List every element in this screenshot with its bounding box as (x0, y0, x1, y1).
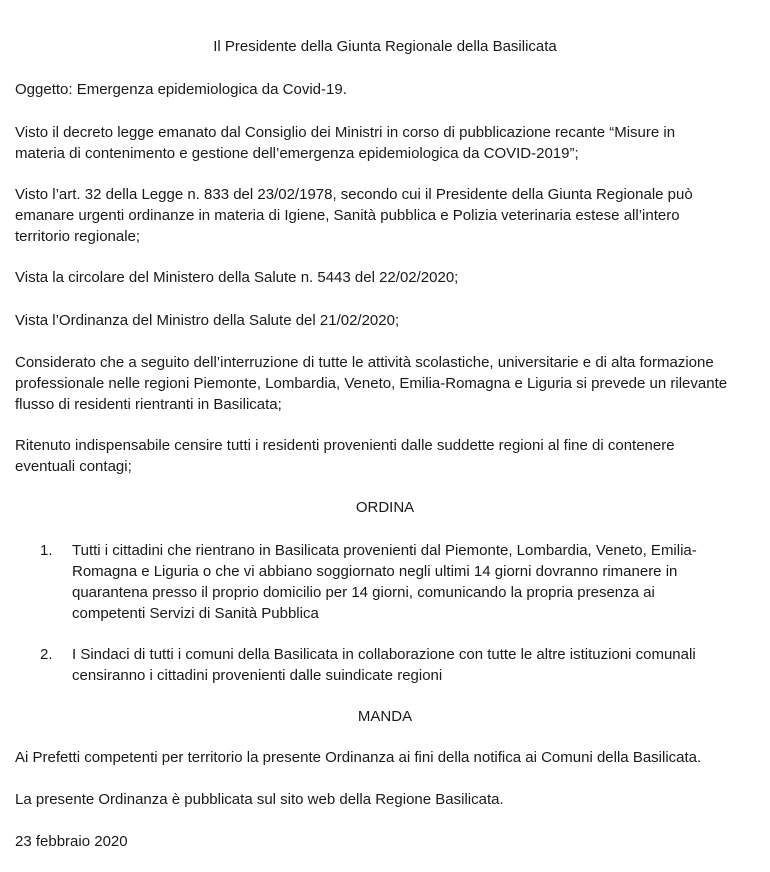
premise-circolare (15, 267, 760, 288)
ordina-item-line: censiranno i cittadini provenienti dalle suindicate regioni (72, 667, 443, 684)
premise-line: flusso di residenti rientranti in Basilicata; (15, 396, 282, 413)
premise-line: Visto il decreto legge emanato dal Consiglio dei Ministri in corso di pubblicazione recante “Misure in (15, 124, 676, 141)
premise-line: materia di contenimento e gestione dell’emergenza epidemiologica da COVID-2019”; (15, 145, 579, 162)
ordina-item-line: I Sindaci di tutti i comuni della Basilicata in collaborazione con tutte le altre istituzioni comunali (72, 646, 696, 663)
ordina-item-line: Tutti i cittadini che rientrano in Basilicata provenienti dal Piemonte, Lombardia, Veneto, Emilia- (72, 542, 697, 559)
ordina-item-line: Romagna e Liguria o che vi abbiano soggiornato negli ultimi 14 giorni dovranno rimanere in (72, 563, 678, 580)
premise-line: Considerato che a seguito dell’interruzione di tutte le attività scolastiche, universitarie e di alta formazione (15, 354, 714, 371)
premise-line: emanare urgenti ordinanze in materia di Igiene, Sanità pubblica e Polizia veterinaria estese all’intero (15, 207, 680, 224)
ordina-item-number: 1. (40, 542, 53, 559)
ordina-item-text (72, 540, 752, 624)
premise-ritenuto (15, 435, 760, 477)
ordina-heading: ORDINA (355, 499, 415, 516)
premise-line: territorio regionale; (15, 228, 141, 245)
premise-line: professionale nelle regioni Piemonte, Lombardia, Veneto, Emilia-Romagna e Liguria si prevede un rilevante (15, 375, 728, 392)
ordina-item-line: quarantena presso il proprio domicilio per 14 giorni, comunicando la propria presenza ai (72, 584, 655, 601)
premise-considerato (15, 352, 760, 415)
premise-decreto-legge (15, 122, 760, 164)
ordina-item-line: competenti Servizi di Sanità Pubblica (72, 605, 319, 622)
premise-line: Vista l’Ordinanza del Ministro della Salute del 21/02/2020; (15, 312, 400, 329)
premise-line: eventuali contagi; (15, 458, 132, 475)
premise-line: Visto l’art. 32 della Legge n. 833 del 23/02/1978, secondo cui il Presidente della Giunta Regionale può (15, 186, 693, 203)
premise-line: Ritenuto indispensabile censire tutti i residenti provenienti dalle suddette regioni al fine di contenere (15, 437, 675, 454)
premise-legge-833 (15, 184, 760, 247)
premise-line: Vista la circolare del Ministero della Salute n. 5443 del 22/02/2020; (15, 269, 459, 286)
premise-ordinanza-ministro (15, 310, 760, 331)
document-date: 23 febbraio 2020 (15, 833, 128, 850)
document-subject: Oggetto: Emergenza epidemiologica da Covid-19. (15, 81, 347, 98)
ordina-item-text (72, 644, 752, 686)
manda-heading: MANDA (357, 708, 413, 725)
document-header: Il Presidente della Giunta Regionale della Basilicata (213, 38, 557, 55)
manda-text: Ai Prefetti competenti per territorio la presente Ordinanza ai fini della notifica ai Comuni della Basilicata. (15, 749, 702, 766)
ordina-item-number: 2. (40, 646, 53, 663)
publication-text: La presente Ordinanza è pubblicata sul sito web della Regione Basilicata. (15, 791, 504, 808)
